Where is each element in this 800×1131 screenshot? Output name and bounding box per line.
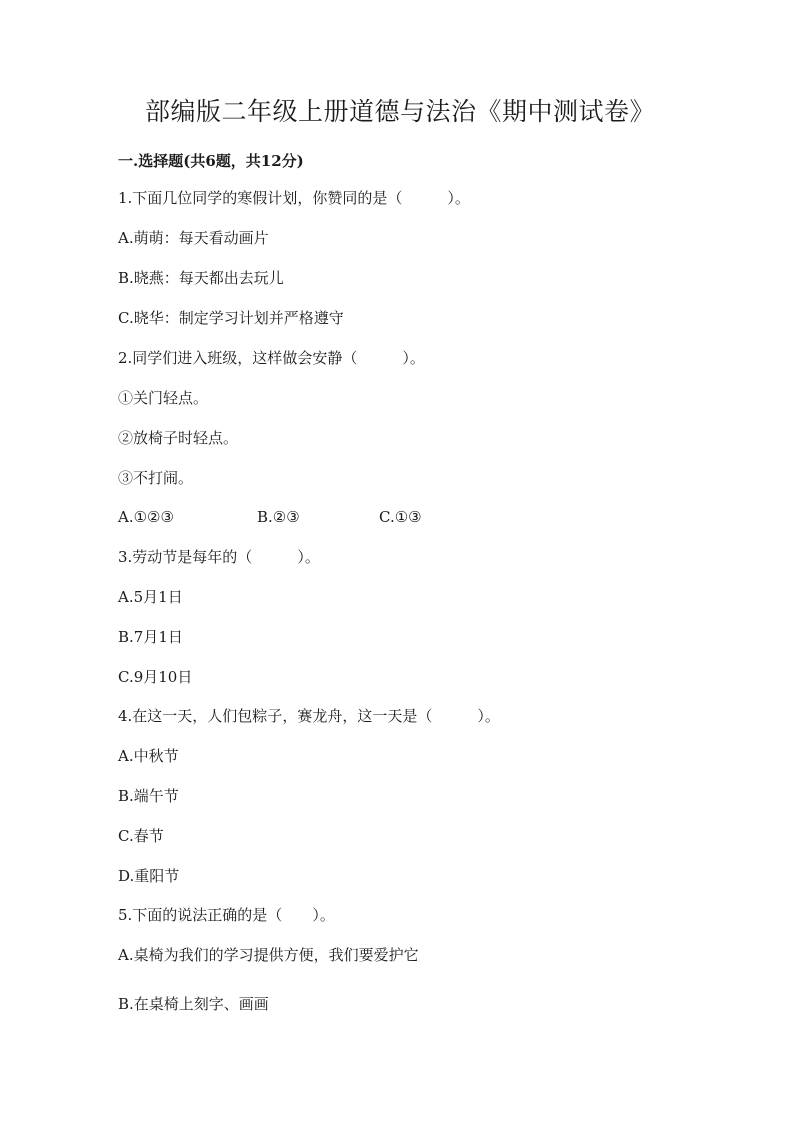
question-4-option-a: A.中秋节 (118, 747, 179, 765)
question-2-option-b: B.②③ (257, 508, 300, 526)
question-1-option-c: C.晓华：制定学习计划并严格遵守 (118, 309, 344, 327)
question-1-stem: 1.下面几位同学的寒假计划，你赞同的是（ ）。 (118, 189, 470, 207)
question-2-statement-1: ①关门轻点。 (118, 389, 209, 407)
question-1-option-a: A.萌萌：每天看动画片 (118, 229, 269, 247)
section-heading: 一.选择题(共6题，共12分) (118, 152, 304, 170)
question-3-option-c: C.9月10日 (118, 668, 193, 686)
question-5-option-a: A.桌椅为我们的学习提供方便，我们要爱护它 (118, 946, 419, 964)
question-4-option-d: D.重阳节 (118, 867, 180, 885)
question-5-option-b: B.在桌椅上刻字、画画 (118, 995, 269, 1013)
question-1-option-b: B.晓燕：每天都出去玩儿 (118, 269, 284, 287)
question-2-options (118, 507, 518, 527)
question-2-stem: 2.同学们进入班级，这样做会安静（ ）。 (118, 349, 425, 367)
question-2-statement-2: ②放椅子时轻点。 (118, 429, 239, 447)
question-3-stem: 3.劳动节是每年的（ ）。 (118, 548, 320, 566)
question-3-option-a: A.5月1日 (118, 588, 183, 606)
question-4-stem: 4.在这一天，人们包粽子，赛龙舟，这一天是（ ）。 (118, 707, 500, 725)
question-5-stem: 5.下面的说法正确的是（ ）。 (118, 906, 335, 924)
question-2-option-c: C.①③ (379, 508, 422, 526)
question-3-option-b: B.7月1日 (118, 628, 183, 646)
question-4-option-b: B.端午节 (118, 787, 179, 805)
question-4-option-c: C.春节 (118, 827, 164, 845)
page-title: 部编版二年级上册道德与法治《期中测试卷》 (144, 97, 655, 126)
question-2-statement-3: ③不打闹。 (118, 469, 194, 487)
question-2-option-a: A.①②③ (118, 508, 174, 526)
